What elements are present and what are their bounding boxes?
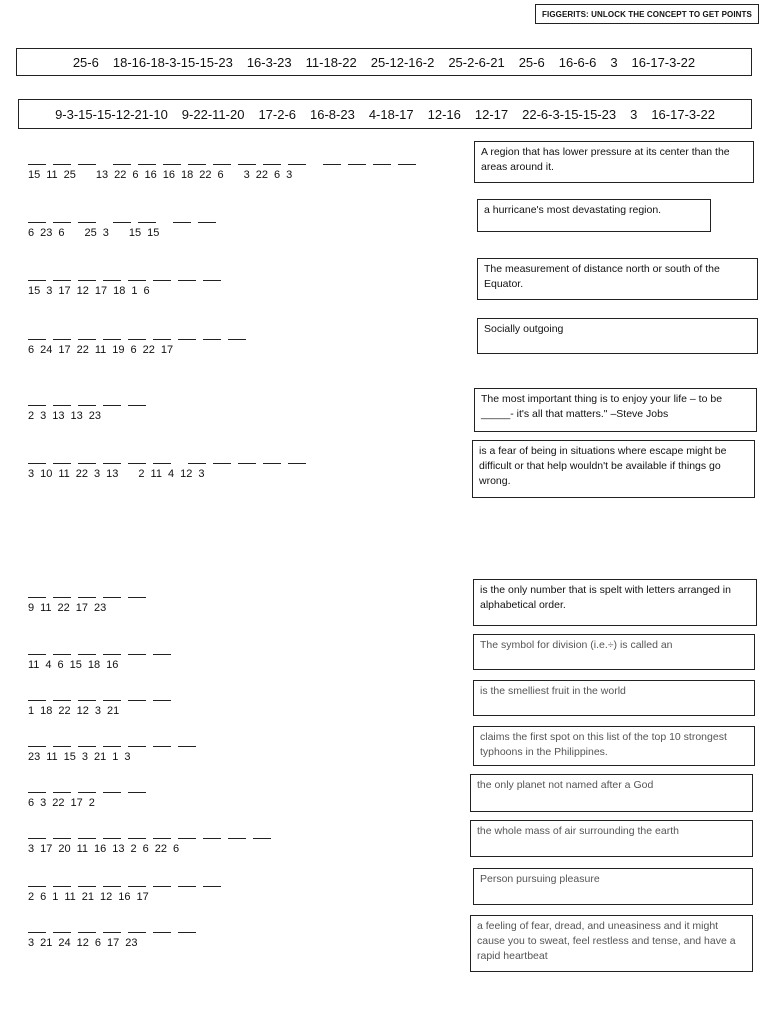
clue-box-6: is a fear of being in situations where escape might be difficult or that help wouldn't be available if things go wrong.: [472, 440, 755, 498]
code-number: 2: [88, 797, 95, 809]
letter-blank[interactable]: [78, 164, 96, 165]
clue-box-12: the whole mass of air surrounding the earth: [470, 820, 753, 857]
answer-blanks[interactable]: [28, 328, 328, 340]
code-number: 18: [87, 659, 101, 671]
code-word: 16-17-3-22: [651, 106, 715, 122]
code-number: 3: [81, 751, 89, 763]
letter-blank[interactable]: [178, 280, 196, 281]
code-number: 2: [138, 468, 145, 480]
puzzle-5: [28, 394, 328, 422]
letter-blank[interactable]: [78, 339, 96, 340]
code-number: 17: [58, 285, 71, 297]
code-number: 1: [112, 751, 119, 763]
number-code: [28, 937, 328, 949]
puzzle-8: [28, 643, 328, 671]
letter-blank[interactable]: [78, 463, 96, 464]
letter-blank[interactable]: [128, 932, 146, 933]
code-word: 3: [610, 54, 618, 70]
code-number: 22: [154, 843, 168, 855]
code-number: 25: [84, 227, 97, 239]
code-number: 11: [76, 843, 89, 855]
letter-blank[interactable]: [128, 654, 146, 655]
code-number: 6: [130, 344, 137, 356]
letter-blank[interactable]: [178, 932, 196, 933]
code-word: 3: [630, 106, 638, 122]
puzzle-14: [28, 921, 328, 949]
puzzle-1: [28, 153, 328, 181]
code-number: 13: [52, 410, 65, 422]
code-number: 2: [28, 891, 35, 903]
code-number: 11: [46, 751, 58, 763]
letter-blank[interactable]: [113, 222, 131, 223]
letter-blank[interactable]: [203, 339, 221, 340]
code-number: 6: [58, 227, 65, 239]
puzzle-10: [28, 735, 328, 763]
code-number: 25: [63, 169, 76, 181]
letter-blank[interactable]: [153, 700, 171, 701]
number-code: [28, 169, 328, 181]
code-number: 17: [94, 285, 108, 297]
code-word: 25-6: [72, 54, 99, 70]
puzzle-7: [28, 586, 328, 614]
letter-blank[interactable]: [78, 700, 96, 701]
letter-blank[interactable]: [128, 746, 146, 747]
code-number: 23: [125, 937, 138, 949]
letter-blank[interactable]: [128, 886, 146, 887]
letter-blank[interactable]: [128, 597, 146, 598]
answer-blanks[interactable]: [28, 781, 328, 793]
code-number: 6: [28, 227, 35, 239]
answer-blanks[interactable]: [28, 211, 328, 223]
number-code: [28, 285, 328, 297]
letter-blank[interactable]: [78, 746, 96, 747]
letter-blank[interactable]: [153, 746, 171, 747]
code-number: 24: [58, 937, 71, 949]
code-number: 6: [28, 344, 35, 356]
letter-blank[interactable]: [153, 838, 171, 839]
letter-blank[interactable]: [53, 222, 71, 223]
letter-blank[interactable]: [78, 792, 96, 793]
code-number: 3: [94, 468, 101, 480]
code-line-1: [16, 48, 752, 76]
number-code: [28, 602, 328, 614]
code-number: 16: [144, 169, 157, 181]
clue-box-8: The symbol for division (i.e.÷) is called an: [473, 634, 755, 670]
letter-blank[interactable]: [103, 597, 121, 598]
letter-blank[interactable]: [103, 746, 121, 747]
clue-box-1: A region that has lower pressure at its center than the areas around it.: [474, 141, 754, 183]
code-number: 17: [136, 891, 149, 903]
letter-blank[interactable]: [173, 222, 191, 223]
letter-blank[interactable]: [28, 654, 46, 655]
letter-blank[interactable]: [103, 792, 121, 793]
letter-blank[interactable]: [103, 339, 121, 340]
worksheet-title: FIGGERITS: UNLOCK THE CONCEPT TO GET POINTS: [535, 4, 759, 24]
code-number: 17: [58, 344, 71, 356]
code-number: 3: [28, 468, 35, 480]
letter-blank[interactable]: [28, 746, 46, 747]
letter-blank[interactable]: [188, 463, 206, 464]
code-number: 16: [162, 169, 176, 181]
letter-blank[interactable]: [28, 280, 46, 281]
letter-blank[interactable]: [188, 164, 206, 165]
letter-blank[interactable]: [128, 405, 146, 406]
letter-blank[interactable]: [263, 463, 281, 464]
letter-blank[interactable]: [238, 463, 256, 464]
letter-blank[interactable]: [198, 222, 216, 223]
code-number: 3: [40, 410, 47, 422]
code-number: 22: [57, 602, 70, 614]
letter-blank[interactable]: [128, 792, 146, 793]
letter-blank[interactable]: [128, 700, 146, 701]
code-word: 16-6-6: [558, 54, 597, 70]
letter-blank[interactable]: [373, 164, 391, 165]
number-code: [28, 843, 328, 855]
code-word: 12-17: [474, 106, 509, 122]
code-number: 17: [160, 344, 174, 356]
code-number: 13: [70, 410, 83, 422]
code-number: 21: [40, 937, 53, 949]
code-number: 23: [94, 602, 107, 614]
clue-box-3: The measurement of distance north or south of the Equator.: [477, 258, 758, 300]
code-number: 12: [76, 937, 89, 949]
letter-blank[interactable]: [138, 222, 156, 223]
clue-box-5: The most important thing is to enjoy your life – to be _____- it's all that matters." –Steve Jobs: [474, 388, 757, 432]
number-code: [28, 468, 328, 480]
letter-blank[interactable]: [53, 164, 71, 165]
code-number: 22: [75, 468, 89, 480]
letter-blank[interactable]: [213, 164, 231, 165]
code-number: 16: [118, 891, 131, 903]
letter-blank[interactable]: [103, 280, 121, 281]
letter-blank[interactable]: [78, 654, 96, 655]
code-word: 12-16: [427, 106, 461, 122]
letter-blank[interactable]: [178, 339, 196, 340]
code-number: 17: [40, 843, 53, 855]
clue-box-7: is the only number that is spelt with letters arranged in alphabetical order.: [473, 579, 757, 626]
answer-blanks[interactable]: [28, 153, 328, 165]
puzzle-2: [28, 211, 328, 239]
clue-box-4: Socially outgoing: [477, 318, 758, 354]
code-number: 21: [107, 705, 120, 717]
letter-blank[interactable]: [203, 886, 221, 887]
code-word: 22-6-3-15-15-23: [522, 106, 617, 122]
number-code: [28, 751, 328, 763]
letter-blank[interactable]: [203, 838, 221, 839]
puzzle-11: [28, 781, 328, 809]
letter-blank[interactable]: [253, 838, 271, 839]
code-number: 23: [88, 410, 101, 422]
letter-blank[interactable]: [238, 164, 256, 165]
code-number: 12: [100, 891, 113, 903]
letter-blank[interactable]: [153, 280, 171, 281]
letter-blank[interactable]: [288, 463, 306, 464]
letter-blank[interactable]: [178, 838, 196, 839]
letter-blank[interactable]: [53, 932, 71, 933]
code-number: 11: [94, 344, 107, 356]
code-number: 23: [40, 227, 53, 239]
code-number: 17: [107, 937, 120, 949]
letter-blank[interactable]: [103, 463, 121, 464]
letter-blank[interactable]: [78, 222, 96, 223]
clue-box-2: a hurricane's most devastating region.: [477, 199, 711, 232]
code-number: 16: [106, 659, 119, 671]
letter-blank[interactable]: [53, 700, 71, 701]
letter-blank[interactable]: [53, 746, 71, 747]
letter-blank[interactable]: [53, 654, 71, 655]
code-number: 18: [181, 169, 194, 181]
letter-blank[interactable]: [78, 597, 96, 598]
answer-blanks[interactable]: [28, 643, 328, 655]
letter-blank[interactable]: [53, 280, 71, 281]
code-number: 1: [28, 705, 35, 717]
code-number: 6: [94, 937, 101, 949]
answer-blanks[interactable]: [28, 875, 328, 887]
code-number: 18: [113, 285, 126, 297]
code-word: 9-3-15-15-12-21-10: [55, 106, 168, 122]
letter-blank[interactable]: [28, 463, 46, 464]
letter-blank[interactable]: [103, 654, 121, 655]
code-number: 3: [286, 169, 293, 181]
code-word: 4-18-17: [368, 106, 414, 122]
letter-blank[interactable]: [53, 463, 71, 464]
letter-blank[interactable]: [178, 746, 196, 747]
code-number: 13: [95, 169, 109, 181]
answer-blanks[interactable]: [28, 269, 328, 281]
code-number: 4: [45, 659, 52, 671]
code-number: 22: [255, 169, 269, 181]
letter-blank[interactable]: [103, 838, 121, 839]
code-number: 3: [198, 468, 205, 480]
code-number: 15: [63, 751, 76, 763]
code-number: 9: [28, 602, 35, 614]
letter-blank[interactable]: [78, 405, 96, 406]
puzzle-13: [28, 875, 328, 903]
letter-blank[interactable]: [128, 838, 146, 839]
letter-blank[interactable]: [28, 405, 46, 406]
letter-blank[interactable]: [28, 838, 46, 839]
code-number: 3: [243, 169, 250, 181]
code-number: 15: [147, 227, 160, 239]
letter-blank[interactable]: [128, 463, 146, 464]
code-number: 22: [114, 169, 127, 181]
code-number: 3: [46, 285, 53, 297]
letter-blank[interactable]: [78, 838, 96, 839]
letter-blank[interactable]: [78, 932, 96, 933]
letter-blank[interactable]: [228, 838, 246, 839]
clue-box-11: the only planet not named after a God: [470, 774, 753, 812]
code-number: 22: [58, 705, 71, 717]
code-number: 24: [40, 344, 53, 356]
letter-blank[interactable]: [103, 405, 121, 406]
code-number: 15: [69, 659, 82, 671]
code-number: 2: [28, 410, 35, 422]
code-number: 1: [52, 891, 59, 903]
letter-blank[interactable]: [28, 792, 46, 793]
code-number: 6: [57, 659, 64, 671]
letter-blank[interactable]: [103, 886, 121, 887]
code-number: 3: [102, 227, 109, 239]
code-number: 17: [75, 602, 89, 614]
code-number: 6: [28, 797, 35, 809]
code-number: 11: [58, 468, 70, 480]
letter-blank[interactable]: [103, 932, 121, 933]
letter-blank[interactable]: [228, 339, 246, 340]
code-line-2: [18, 99, 752, 129]
letter-blank[interactable]: [28, 164, 46, 165]
letter-blank[interactable]: [28, 222, 46, 223]
letter-blank[interactable]: [28, 339, 46, 340]
answer-blanks[interactable]: [28, 586, 328, 598]
number-code: [28, 410, 328, 422]
code-number: 11: [40, 602, 52, 614]
code-number: 3: [28, 937, 35, 949]
code-number: 16: [94, 843, 107, 855]
number-code: [28, 227, 328, 239]
letter-blank[interactable]: [28, 886, 46, 887]
letter-blank[interactable]: [288, 164, 306, 165]
code-number: 3: [28, 843, 35, 855]
code-word: 16-3-23: [246, 54, 292, 70]
answer-blanks[interactable]: [28, 921, 328, 933]
code-number: 10: [40, 468, 53, 480]
puzzle-6: [28, 452, 328, 480]
code-number: 22: [199, 169, 212, 181]
code-word: 18-16-18-3-15-15-23: [112, 54, 233, 70]
number-code: [28, 705, 328, 717]
code-number: 12: [76, 285, 89, 297]
letter-blank[interactable]: [53, 792, 71, 793]
code-word: 17-2-6: [258, 106, 297, 122]
code-number: 11: [64, 891, 76, 903]
code-number: 2: [130, 843, 137, 855]
clue-box-10: claims the first spot on this list of the top 10 strongest typhoons in the Philippines.: [473, 726, 755, 766]
letter-blank[interactable]: [398, 164, 416, 165]
code-number: 21: [81, 891, 95, 903]
code-number: 15: [28, 285, 41, 297]
number-code: [28, 344, 328, 356]
puzzle-4: [28, 328, 328, 356]
answer-blanks[interactable]: [28, 394, 328, 406]
code-word: 11-18-22: [305, 54, 357, 70]
code-number: 1: [131, 285, 138, 297]
letter-blank[interactable]: [348, 164, 366, 165]
code-number: 21: [94, 751, 107, 763]
number-code: [28, 797, 328, 809]
letter-blank[interactable]: [53, 339, 71, 340]
letter-blank[interactable]: [153, 463, 171, 464]
code-number: 23: [28, 751, 41, 763]
answer-blanks[interactable]: [28, 735, 328, 747]
letter-blank[interactable]: [128, 280, 146, 281]
letter-blank[interactable]: [78, 886, 96, 887]
code-number: 20: [58, 843, 71, 855]
code-number: 15: [28, 169, 41, 181]
letter-blank[interactable]: [153, 654, 171, 655]
letter-blank[interactable]: [53, 597, 71, 598]
code-number: 6: [40, 891, 47, 903]
letter-blank[interactable]: [323, 164, 341, 165]
letter-blank[interactable]: [138, 164, 156, 165]
letter-blank[interactable]: [153, 932, 171, 933]
letter-blank[interactable]: [28, 597, 46, 598]
code-number: 12: [76, 705, 89, 717]
code-number: 6: [132, 169, 139, 181]
code-number: 18: [40, 705, 53, 717]
puzzle-9: [28, 689, 328, 717]
code-word: 25-12-16-2: [370, 54, 435, 70]
answer-blanks[interactable]: [28, 689, 328, 701]
letter-blank[interactable]: [28, 932, 46, 933]
code-word: 25-6: [518, 54, 545, 70]
letter-blank[interactable]: [53, 886, 71, 887]
letter-blank[interactable]: [78, 280, 96, 281]
code-word: 16-17-3-22: [631, 54, 696, 70]
code-number: 13: [112, 843, 125, 855]
letter-blank[interactable]: [128, 339, 146, 340]
code-number: 19: [112, 344, 125, 356]
code-number: 6: [143, 285, 150, 297]
letter-blank[interactable]: [153, 339, 171, 340]
code-number: 11: [28, 659, 40, 671]
clue-box-9: is the smelliest fruit in the world: [473, 680, 755, 716]
code-number: 6: [217, 169, 224, 181]
code-word: 25-2-6-21: [448, 54, 505, 70]
code-number: 6: [173, 843, 180, 855]
letter-blank[interactable]: [28, 700, 46, 701]
code-number: 13: [106, 468, 119, 480]
letter-blank[interactable]: [103, 700, 121, 701]
code-word: 16-8-23: [310, 106, 355, 122]
letter-blank[interactable]: [213, 463, 231, 464]
letter-blank[interactable]: [203, 280, 221, 281]
number-code: [28, 891, 328, 903]
code-number: 3: [124, 751, 131, 763]
clue-box-14: a feeling of fear, dread, and uneasiness and it might cause you to sweat, feel restless and tense, and have a rapid heartbeat: [470, 915, 753, 972]
letter-blank[interactable]: [153, 886, 171, 887]
letter-blank[interactable]: [178, 886, 196, 887]
code-number: 11: [46, 169, 58, 181]
code-number: 6: [142, 843, 149, 855]
puzzle-12: [28, 827, 328, 855]
code-number: 12: [180, 468, 193, 480]
code-number: 22: [142, 344, 155, 356]
letter-blank[interactable]: [53, 838, 71, 839]
code-number: 3: [40, 797, 47, 809]
code-number: 6: [274, 169, 281, 181]
code-number: 15: [128, 227, 142, 239]
puzzle-3: [28, 269, 328, 297]
code-number: 3: [94, 705, 101, 717]
letter-blank[interactable]: [263, 164, 281, 165]
code-number: 22: [52, 797, 65, 809]
letter-blank[interactable]: [163, 164, 181, 165]
code-number: 22: [76, 344, 89, 356]
number-code: [28, 659, 328, 671]
code-number: 11: [150, 468, 162, 480]
letter-blank[interactable]: [53, 405, 71, 406]
clue-box-13: Person pursuing pleasure: [473, 868, 753, 905]
answer-blanks[interactable]: [28, 827, 328, 839]
code-word: 9-22-11-20: [181, 106, 245, 122]
answer-blanks[interactable]: [28, 452, 328, 464]
code-number: 4: [167, 468, 175, 480]
code-number: 17: [70, 797, 83, 809]
letter-blank[interactable]: [113, 164, 131, 165]
